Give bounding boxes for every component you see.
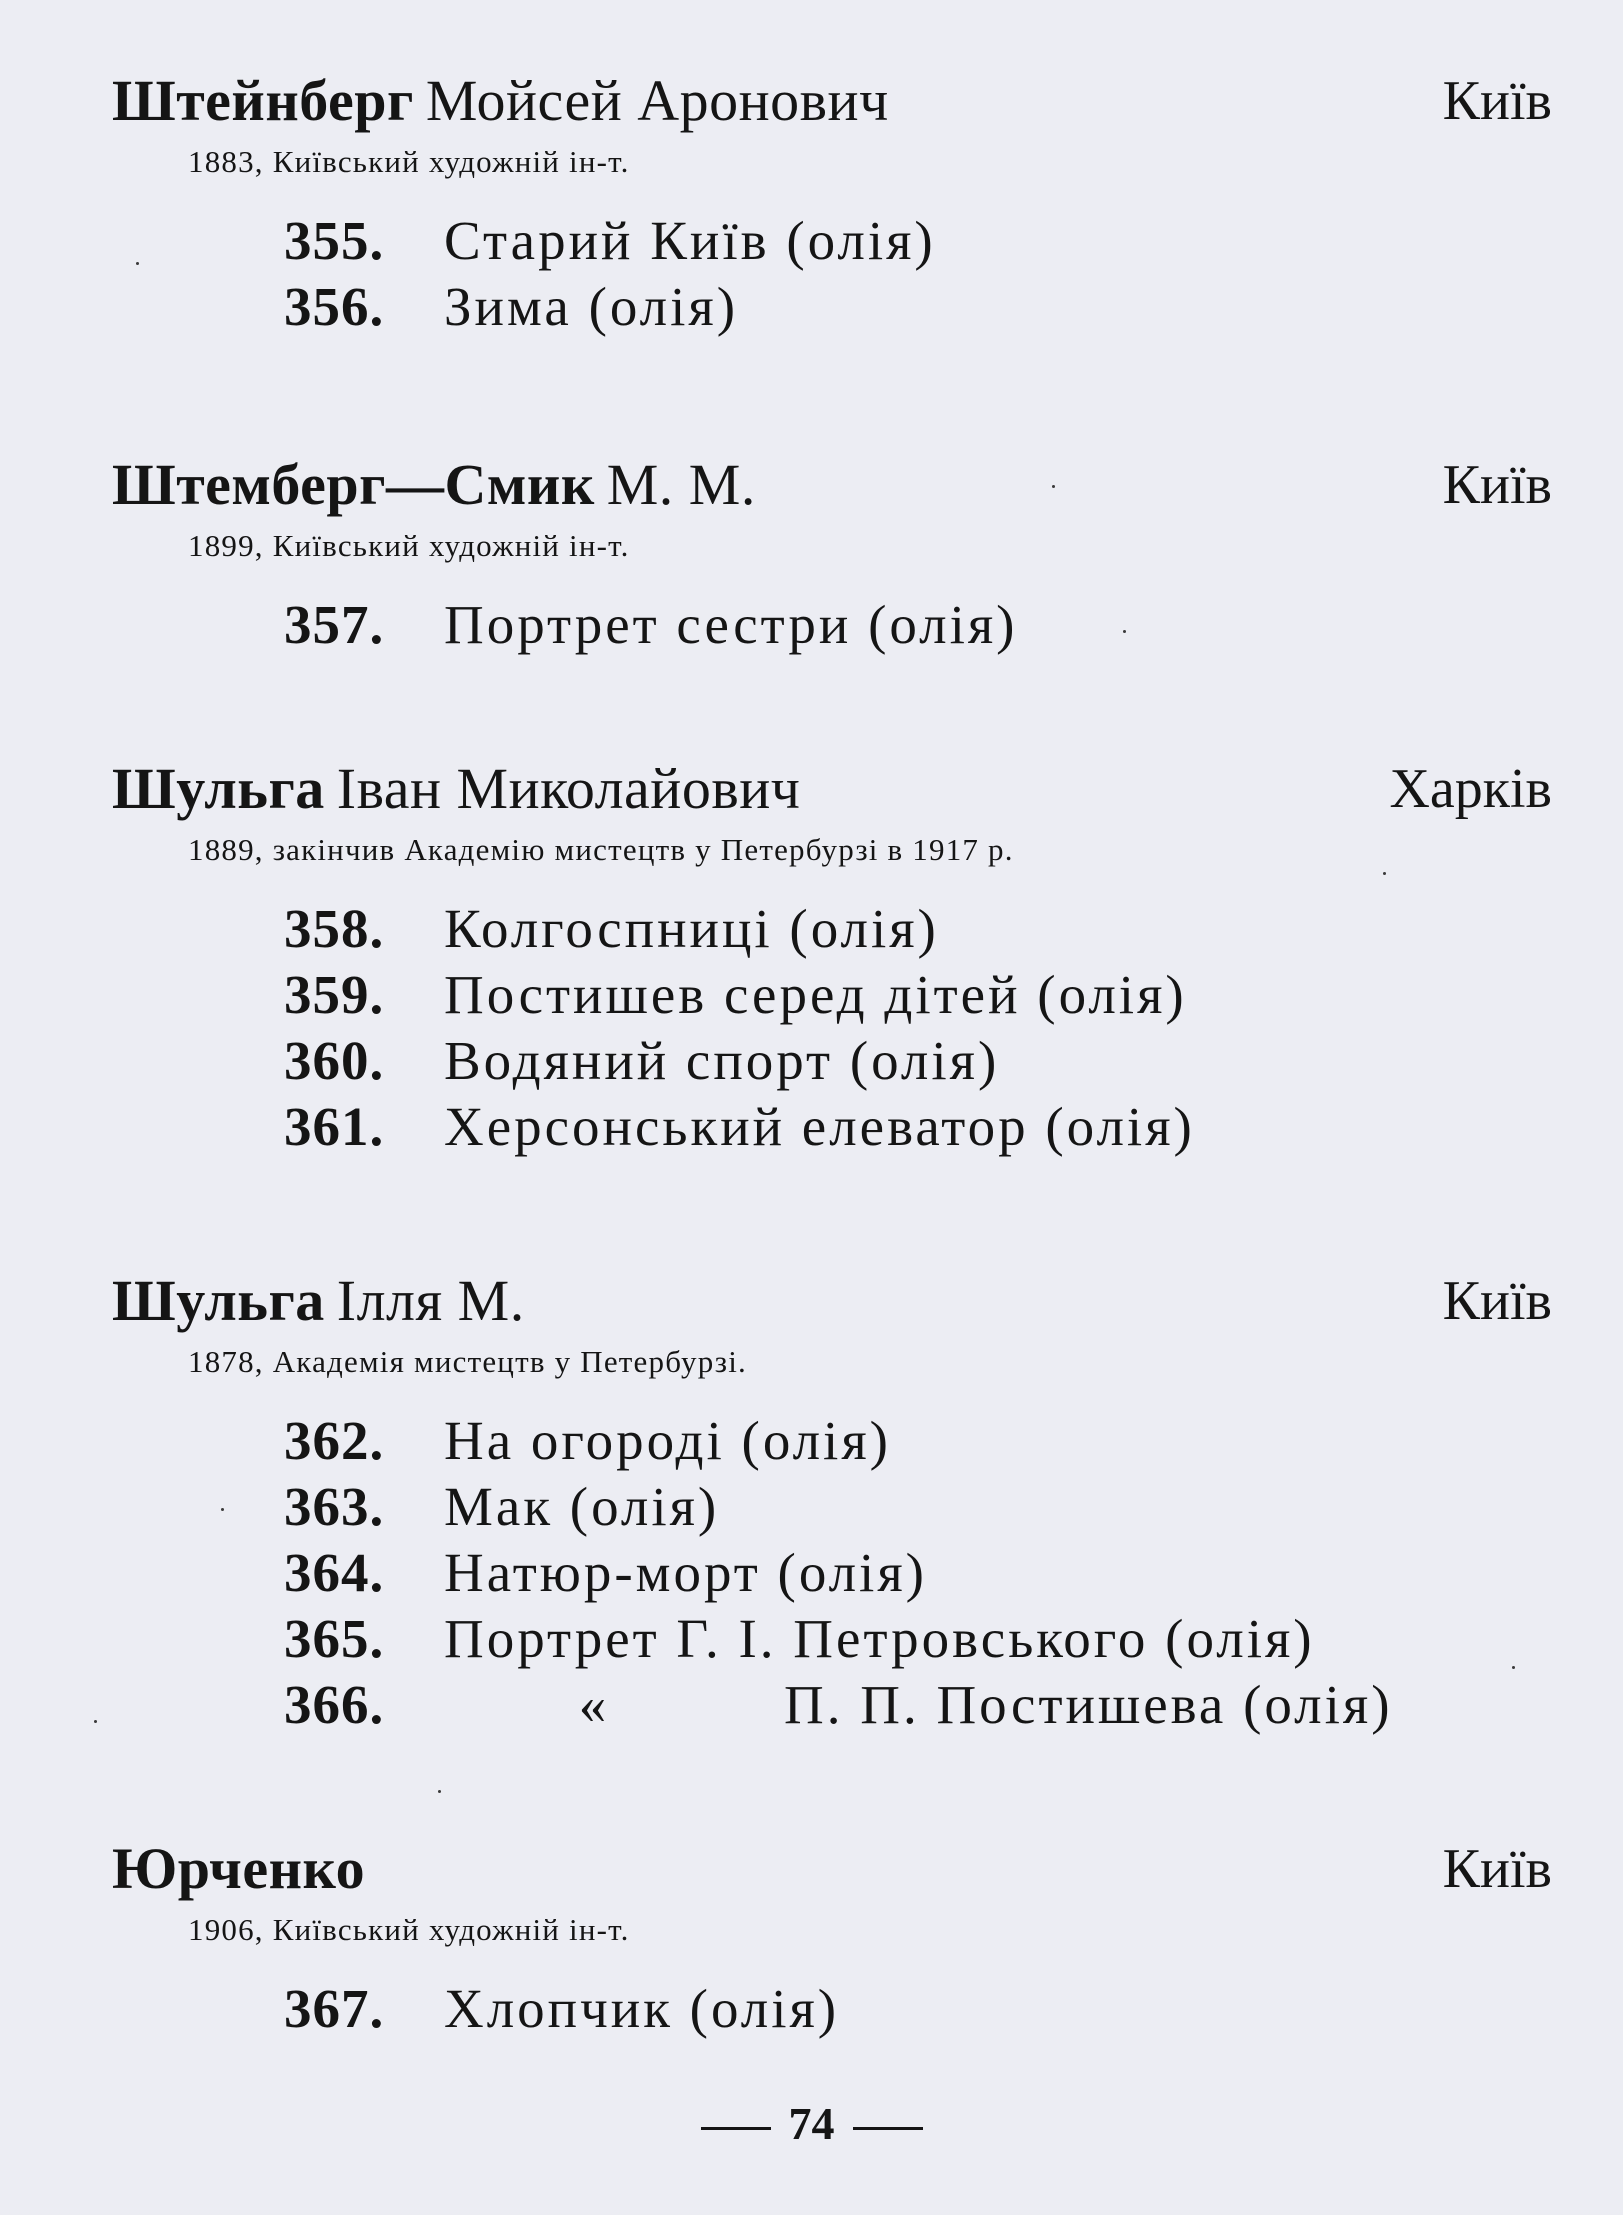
work-title: Водяний спорт (олія): [444, 1030, 1000, 1091]
page-number-dash-left: [701, 2127, 771, 2130]
artist-name: [112, 56, 889, 146]
work-number: 356.: [284, 276, 385, 337]
work-item: [284, 208, 1552, 274]
work-number: 361.: [284, 1096, 385, 1157]
work-number: 366.: [284, 1674, 385, 1735]
artist-surname: Шульга: [112, 756, 325, 821]
work-title: Мак (олія): [444, 1476, 720, 1537]
artist-given-name: Ілля М.: [336, 1268, 525, 1333]
work-title: Зима (олія): [444, 276, 739, 337]
artist-city: Київ: [1442, 70, 1552, 132]
print-speck: [136, 262, 139, 265]
work-item: [284, 1408, 1552, 1474]
print-speck: [1052, 485, 1055, 488]
print-speck: [1123, 630, 1126, 633]
artist-surname: Штейнберг: [112, 68, 414, 133]
work-item: [284, 1672, 1552, 1738]
work-number: 364.: [284, 1542, 385, 1603]
work-item: [284, 1474, 1552, 1540]
work-title: Херсонський елеватор (олія): [444, 1096, 1195, 1157]
work-item: [284, 274, 1552, 340]
work-number: 359.: [284, 964, 385, 1025]
work-item: [284, 1976, 1552, 2042]
works-list: [284, 208, 1552, 340]
work-number: 357.: [284, 594, 385, 655]
artist-city: Харків: [1389, 758, 1552, 820]
work-number: 365.: [284, 1608, 385, 1669]
work-item: [284, 896, 1552, 962]
artist-bio: 1899, Київський художній ін-т.: [188, 528, 630, 563]
artist-heading: [112, 744, 1552, 834]
works-list: [284, 1976, 1552, 2042]
work-number: 367.: [284, 1978, 385, 2039]
work-title: П. П. Постишева (олія): [784, 1674, 1393, 1735]
print-speck: [94, 1720, 97, 1723]
artist-surname: Штемберг—Смик: [112, 452, 595, 517]
artist-entry: [112, 56, 1552, 340]
works-list: [284, 896, 1552, 1160]
artist-given-name: М. М.: [606, 452, 756, 517]
artist-city: Київ: [1442, 1270, 1552, 1332]
work-title: Натюр-морт (олія): [444, 1542, 927, 1603]
artist-name: [112, 1256, 525, 1346]
artist-surname: Юрченко: [112, 1836, 366, 1901]
artist-heading: [112, 440, 1552, 530]
work-number: 362.: [284, 1410, 385, 1471]
work-number: 355.: [284, 210, 385, 271]
print-speck: [1383, 872, 1386, 875]
artist-bio: 1889, закінчив Академію мистецтв у Петербурзі в 1917 р.: [188, 832, 1014, 867]
work-title: Постишев серед дітей (олія): [444, 964, 1187, 1025]
artist-surname: Шульга: [112, 1268, 325, 1333]
works-list: [284, 592, 1552, 658]
artist-name: [112, 744, 800, 834]
page-number-dash-right: [853, 2127, 923, 2130]
artist-bio: 1883, Київський художній ін-т.: [188, 144, 630, 179]
artist-heading: [112, 1256, 1552, 1346]
work-number: 360.: [284, 1030, 385, 1091]
work-title: Портрет сестри (олія): [444, 594, 1018, 655]
ditto-mark: «: [578, 1674, 610, 1735]
artist-entry: [112, 1256, 1552, 1738]
artist-name: [112, 1824, 365, 1914]
page-number-value: 74: [788, 2098, 835, 2149]
work-item: [284, 1028, 1552, 1094]
work-item: [284, 1094, 1552, 1160]
artist-heading: [112, 56, 1552, 146]
work-title: Хлопчик (олія): [444, 1978, 840, 2039]
work-item: [284, 592, 1552, 658]
work-title: Старий Київ (олія): [444, 210, 936, 271]
work-item: [284, 1540, 1552, 1606]
work-number: 358.: [284, 898, 385, 959]
artist-city: Київ: [1442, 454, 1552, 516]
artist-given-name: Мойсей Аронович: [425, 68, 889, 133]
work-item: [284, 1606, 1552, 1672]
work-title: Колгоспниці (олія): [444, 898, 939, 959]
work-number: 363.: [284, 1476, 385, 1537]
artist-entry: [112, 1824, 1552, 2042]
artist-bio: 1878, Академія мистецтв у Петербурзі.: [188, 1344, 747, 1379]
work-item: [284, 962, 1552, 1028]
print-speck: [1512, 1666, 1515, 1669]
artist-entry: [112, 440, 1552, 658]
work-title: На огороді (олія): [444, 1410, 891, 1471]
artist-city: Київ: [1442, 1838, 1552, 1900]
print-speck: [221, 1508, 224, 1511]
artist-entry: [112, 744, 1552, 1160]
artist-heading: [112, 1824, 1552, 1914]
works-list: [284, 1408, 1552, 1738]
work-title: Портрет Г. І. Петровського (олія): [444, 1608, 1315, 1669]
page-number: [0, 2094, 1623, 2154]
artist-bio: 1906, Київський художній ін-т.: [188, 1912, 630, 1947]
artist-name: [112, 440, 756, 530]
print-speck: [438, 1790, 441, 1793]
artist-given-name: Іван Миколайович: [336, 756, 801, 821]
